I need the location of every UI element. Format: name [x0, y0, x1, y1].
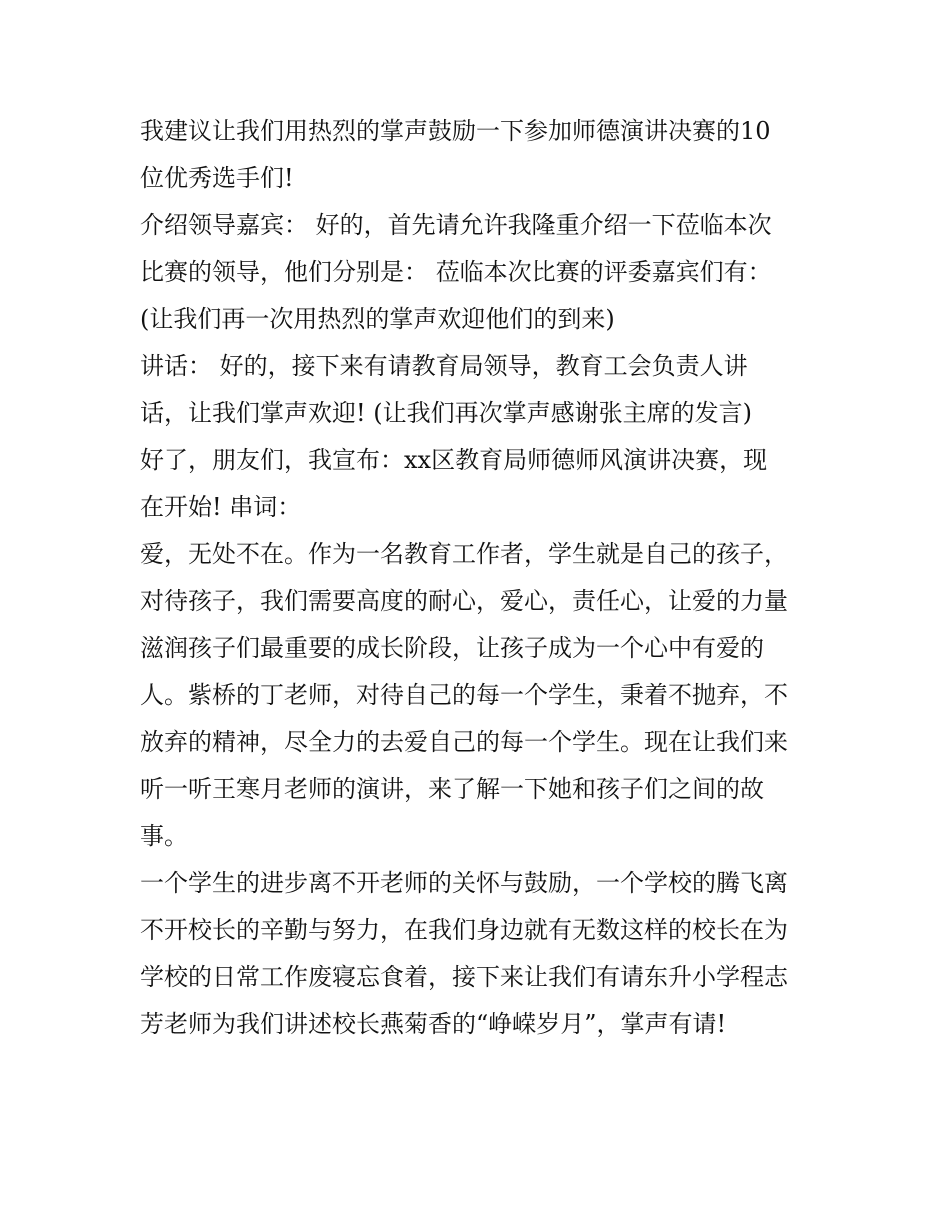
- text-line: 介绍领导嘉宾： 好的，首先请允许我隆重介绍一下莅临本次: [140, 211, 772, 239]
- text-line: 放弃的精神，尽全力的去爱自己的每一个学生。现在让我们来: [140, 728, 788, 756]
- text-line: 事。: [140, 822, 188, 850]
- text-line: 讲话： 好的，接下来有请教育局领导，教育工会负责人讲: [140, 352, 748, 380]
- text-line: 学校的日常工作废寝忘食着，接下来让我们有请东升小学程志: [140, 963, 788, 991]
- text-line: 爱，无处不在。作为一名教育工作者，学生就是自己的孩子，: [140, 540, 788, 568]
- text-line: 对待孩子，我们需要高度的耐心，爱心，责任心，让爱的力量: [140, 587, 788, 615]
- text-line: 滋润孩子们最重要的成长阶段，让孩子成为一个心中有爱的: [140, 634, 764, 662]
- text-line: 在开始! 串词：: [140, 493, 302, 521]
- text-line: 位优秀选手们!: [140, 164, 294, 192]
- text-line: 话，让我们掌声欢迎! (让我们再次掌声感谢张主席的发言): [140, 399, 752, 427]
- text-line: 一个学生的进步离不开老师的关怀与鼓励，一个学校的腾飞离: [140, 869, 788, 897]
- document-body: [140, 108, 820, 1048]
- text-line: 芳老师为我们讲述校长燕菊香的“峥嵘岁月”，掌声有请!: [140, 1010, 727, 1038]
- text-line: (让我们再一次用热烈的掌声欢迎他们的到来): [140, 305, 615, 333]
- text-line: 比赛的领导，他们分别是： 莅临本次比赛的评委嘉宾们有：: [140, 258, 772, 286]
- text-line: 人。紫桥的丁老师，对待自己的每一个学生，秉着不抛弃，不: [140, 681, 788, 709]
- text-line: 我建议让我们用热烈的掌声鼓励一下参加师德演讲决赛的10: [140, 117, 771, 145]
- text-line: 不开校长的辛勤与努力，在我们身边就有无数这样的校长在为: [140, 916, 788, 944]
- text-line: 听一听王寒月老师的演讲，来了解一下她和孩子们之间的故: [140, 775, 764, 803]
- text-line: 好了，朋友们，我宣布：xx区教育局师德师风演讲决赛，现: [140, 446, 768, 474]
